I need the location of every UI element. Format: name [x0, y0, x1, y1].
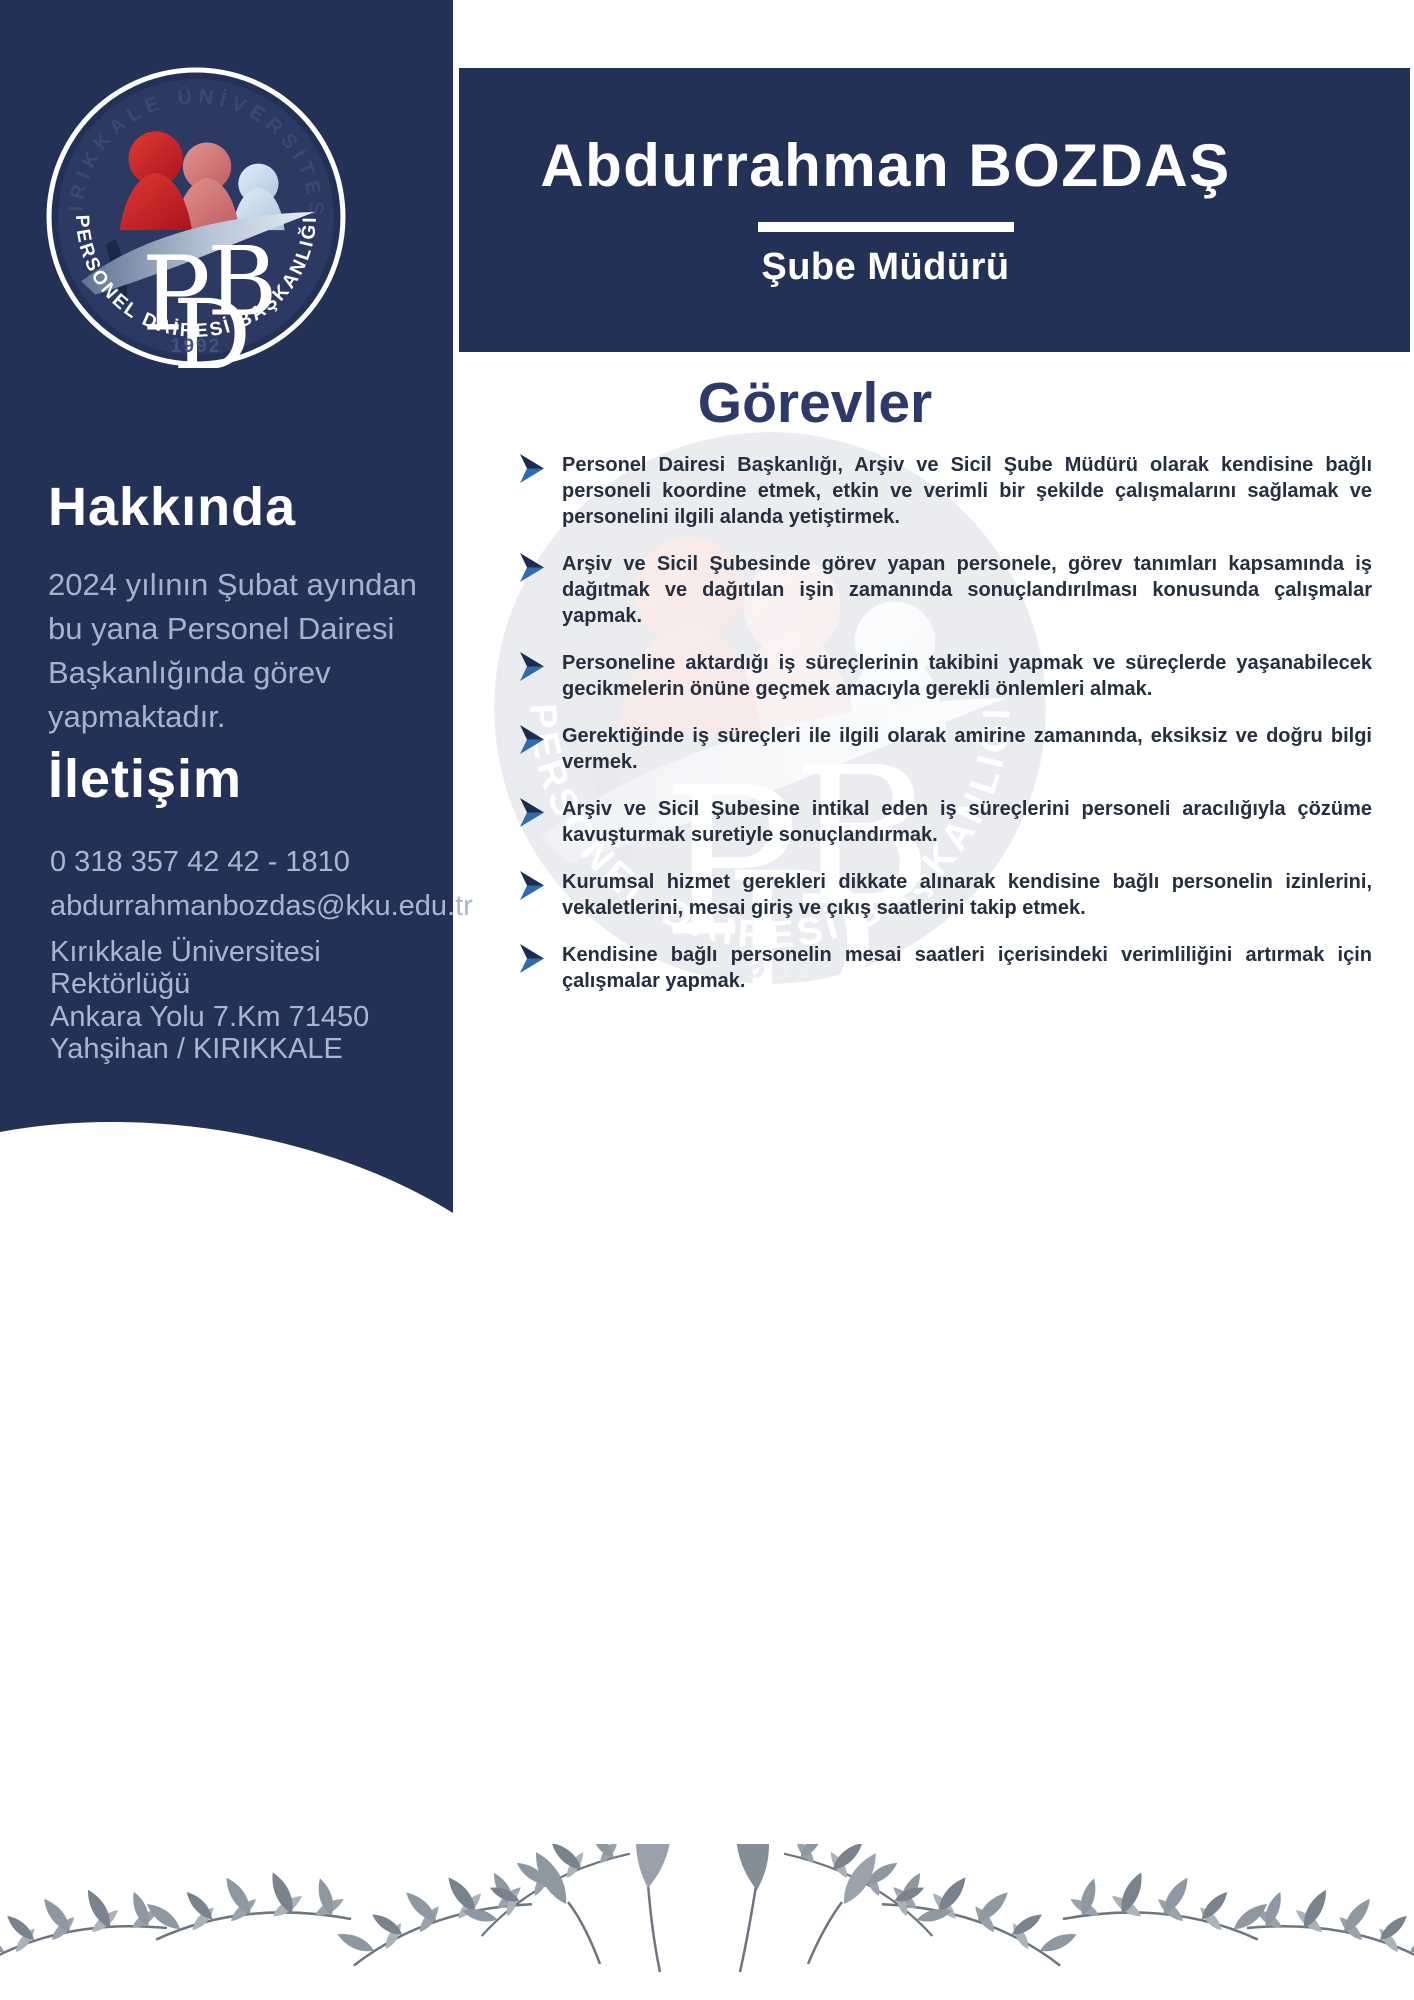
duties-heading: Görevler — [697, 371, 933, 435]
arrow-bullet-icon — [520, 725, 545, 755]
arrow-bullet-icon — [520, 798, 545, 828]
duty-text: Arşiv ve Sicil Şubesinde görev yapan personele, görev tanımları kapsamında iş dağıtmak ve dağıtılan işin zamanında sonuçlandırılması konusunda çalışmalar yapmak. — [562, 553, 1372, 627]
duty-text: Personel Dairesi Başkanlığı, Arşiv ve Sicil Şube Müdürü olarak kendisine bağlı personeli koordine etmek, etkin ve verimli bir şekilde çalışmalarını sağlamak ve personelini ilgili alanda yetiştirmek. — [562, 454, 1372, 528]
contact-heading: İletişim — [48, 749, 243, 809]
about-heading: Hakkında — [48, 477, 297, 537]
duty-text: Personeline aktardığı iş süreçlerinin takibini yapmak ve süreçlerde yaşanabilecek gecikmelerin önüne geçmek amacıyla gerekli önlemleri almak. — [562, 652, 1372, 700]
duty-item — [520, 942, 1372, 994]
arrow-bullet-icon — [520, 553, 545, 583]
center-leaf-cluster — [528, 1844, 883, 1972]
address-line: Yahşihan / KIRIKKALE — [50, 1033, 343, 1066]
contact-phone: 0 318 357 42 42 - 1810 — [50, 846, 350, 878]
name-banner — [459, 68, 1410, 352]
duties-list — [520, 452, 1372, 1015]
person-name: Abdurrahman BOZDAŞ — [540, 132, 1231, 199]
arrow-bullet-icon — [520, 871, 545, 901]
duty-text: Arşiv ve Sicil Şubesine intikal eden iş süreçlerini personeli aracılığıyla çözüme kavuşturmak suretiyle sonuçlandırmak. — [562, 798, 1372, 846]
duty-text: Kurumsal hizmet gerekleri dikkate alınarak kendisine bağlı personelin izinlerini, vekaletlerini, mesai giriş ve çıkış saatlerini takip etmek. — [562, 871, 1372, 919]
arrow-bullet-icon — [520, 454, 545, 484]
duty-item — [520, 869, 1372, 921]
contact-email: abdurrahmanbozdas@kku.edu.tr — [50, 890, 473, 922]
duty-item — [520, 452, 1372, 530]
arrow-bullet-icon — [520, 652, 545, 682]
pdb-logo-badge — [45, 66, 347, 368]
sidebar — [0, 0, 473, 1215]
address-line: Ankara Yolu 7.Km 71450 — [50, 1000, 370, 1033]
duty-item — [520, 551, 1372, 629]
duty-text: Gerektiğinde iş süreçleri ile ilgili olarak amirine zamanında, eksiksiz ve doğru bilgi vermek. — [562, 725, 1372, 773]
contact-address — [50, 936, 369, 1066]
duty-item — [520, 796, 1372, 848]
title-underline — [758, 222, 1014, 232]
arrow-bullet-icon — [520, 944, 545, 974]
duty-item — [520, 723, 1372, 775]
about-text: 2024 yılının Şubat ayından bu yana Personel Dairesi Başkanlığında görev yapmaktadır. — [48, 567, 417, 735]
address-line: Kırıkkale Üniversitesi — [50, 936, 321, 968]
duty-text: Kendisine bağlı personelin mesai saatleri içerisindeki verimliliğini artırmak için çalışmalar yapmak. — [562, 944, 1372, 992]
person-title: Şube Müdürü — [761, 246, 1010, 288]
footer-leaf-garland — [0, 1844, 1414, 1992]
address-line: Rektörlüğü — [50, 968, 191, 1001]
duty-item — [520, 650, 1372, 702]
